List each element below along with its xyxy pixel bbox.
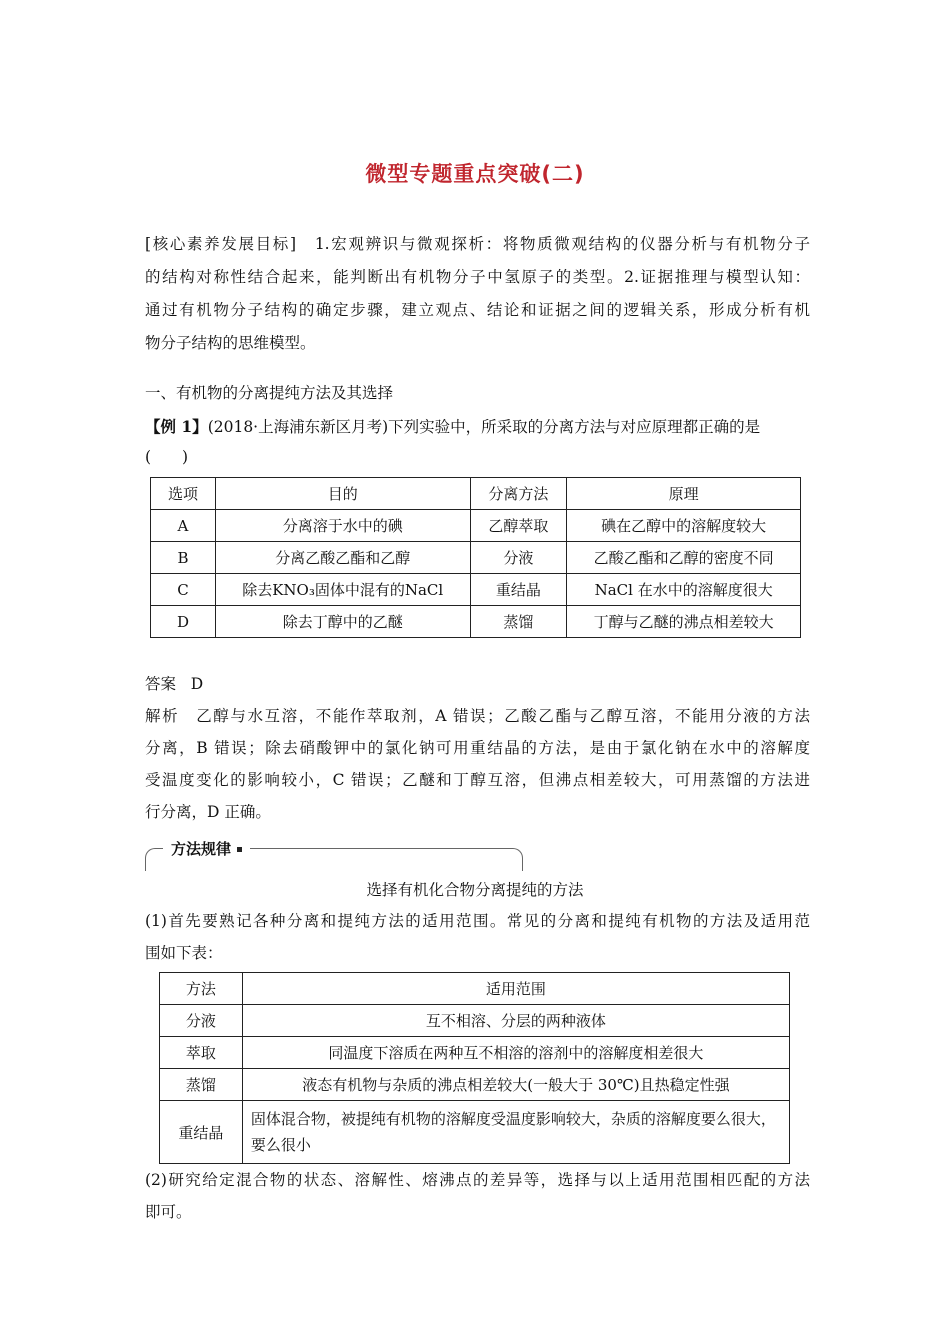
example-text: (2018·上海浦东新区月考)下列实验中，所采取的分离方法与对应原理都正确的是 xyxy=(207,418,761,436)
table-header: 原理 xyxy=(567,478,801,510)
method-paragraph-1 xyxy=(145,905,810,969)
table-row xyxy=(160,1005,790,1037)
square-bullet-icon xyxy=(237,847,242,852)
method-line: 即可。 xyxy=(145,1203,192,1221)
example-tag: 【例 1】 xyxy=(145,417,208,436)
table-header: 适用范围 xyxy=(242,973,789,1005)
table-row xyxy=(160,1069,790,1101)
table-header: 方法 xyxy=(160,973,243,1005)
method-title: 选择有机化合物分离提纯的方法 xyxy=(366,881,584,899)
table-cell: 除去丁醇中的乙醚 xyxy=(215,606,470,638)
table-row xyxy=(151,574,801,606)
analysis-line: 受温度变化的影响较小，C 错误；乙醚和丁醇互溶，但沸点相差较大，可用蒸馏的方法进 xyxy=(145,771,810,789)
table-header: 分离方法 xyxy=(470,478,567,510)
table-cell: 除去KNO₃固体中混有的NaCl xyxy=(215,574,470,606)
table-row xyxy=(151,510,801,542)
analysis xyxy=(145,700,810,828)
table-cell: 丁醇与乙醚的沸点相差较大 xyxy=(567,606,801,638)
page-title: 微型专题重点突破(二) xyxy=(365,162,585,186)
table-cell: 互不相溶、分层的两种液体 xyxy=(242,1005,789,1037)
method-paragraph-2 xyxy=(145,1164,810,1228)
method-line: (1)首先要熟记各种分离和提纯方法的适用范围。常见的分离和提纯有机物的方法及适用范 xyxy=(145,912,810,930)
table-cell: 分离溶于水中的碘 xyxy=(215,510,470,542)
analysis-line: 行分离，D 正确。 xyxy=(145,803,271,821)
method-line: (2)研究给定混合物的状态、溶解性、熔沸点的差异等，选择与以上适用范围相匹配的方法 xyxy=(145,1171,810,1189)
table-cell: 乙酸乙酯和乙醇的密度不同 xyxy=(567,542,801,574)
answer-blank: ( ) xyxy=(145,448,189,466)
table-cell: 蒸馏 xyxy=(160,1069,243,1101)
table-header: 目的 xyxy=(215,478,470,510)
core-goals xyxy=(145,228,810,360)
table-cell: 分液 xyxy=(160,1005,243,1037)
table-cell: 乙醇萃取 xyxy=(470,510,567,542)
table-header: 选项 xyxy=(151,478,216,510)
table-cell: B xyxy=(151,542,216,574)
core-goals-line: [核心素养发展目标] 1.宏观辨识与微观探析：将物质微观结构的仪器分析与有机物分子 xyxy=(145,235,810,253)
analysis-line: 分离，B 错误；除去硝酸钾中的氯化钠可用重结晶的方法，是由于氯化钠在水中的溶解度 xyxy=(145,739,810,757)
answer xyxy=(145,672,203,694)
example-question xyxy=(145,412,810,472)
table-cell: 重结晶 xyxy=(470,574,567,606)
table-row xyxy=(160,1037,790,1069)
table-cell: 固体混合物，被提纯有机物的溶解度受温度影响较大，杂质的溶解度要么很大，要么很小 xyxy=(242,1101,789,1164)
method-box xyxy=(145,838,523,868)
table-cell: 液态有机物与杂质的沸点相差较大(一般大于 30℃)且热稳定性强 xyxy=(242,1069,789,1101)
table-cell: 重结晶 xyxy=(160,1101,243,1164)
table-cell: 分液 xyxy=(470,542,567,574)
method-line: 围如下表： xyxy=(145,944,223,962)
table-header-row xyxy=(160,973,790,1005)
table-row xyxy=(151,606,801,638)
core-goals-line: 的结构对称性结合起来，能判断出有机物分子中氢原子的类型。2.证据推理与模型认知： xyxy=(145,268,810,286)
core-goals-line: 通过有机物分子结构的确定步骤，建立观点、结论和证据之间的逻辑关系，形成分析有机 xyxy=(145,301,810,319)
table-cell: 碘在乙醇中的溶解度较大 xyxy=(567,510,801,542)
table-row xyxy=(160,1101,790,1164)
method-label-text: 方法规律 xyxy=(171,840,232,858)
section-heading: 一、有机物的分离提纯方法及其选择 xyxy=(145,384,394,402)
table-cell: 同温度下溶质在两种互不相溶的溶剂中的溶解度相差很大 xyxy=(242,1037,789,1069)
answer-label: 答案 xyxy=(145,675,177,693)
table-cell: 分离乙酸乙酯和乙醇 xyxy=(215,542,470,574)
answer-value: D xyxy=(190,675,204,693)
table-cell: A xyxy=(151,510,216,542)
methods-table xyxy=(159,972,790,1164)
table-cell: D xyxy=(151,606,216,638)
table-cell: NaCl 在水中的溶解度很大 xyxy=(567,574,801,606)
method-label xyxy=(163,838,250,859)
table-row xyxy=(151,542,801,574)
table-cell: 蒸馏 xyxy=(470,606,567,638)
table-header-row xyxy=(151,478,801,510)
table-cell: 萃取 xyxy=(160,1037,243,1069)
core-goals-line: 物分子结构的思维模型。 xyxy=(145,334,316,352)
separation-options-table xyxy=(150,477,801,638)
analysis-line: 解析 乙醇与水互溶，不能作萃取剂，A 错误；乙酸乙酯与乙醇互溶，不能用分液的方法 xyxy=(145,707,810,725)
table-cell: C xyxy=(151,574,216,606)
